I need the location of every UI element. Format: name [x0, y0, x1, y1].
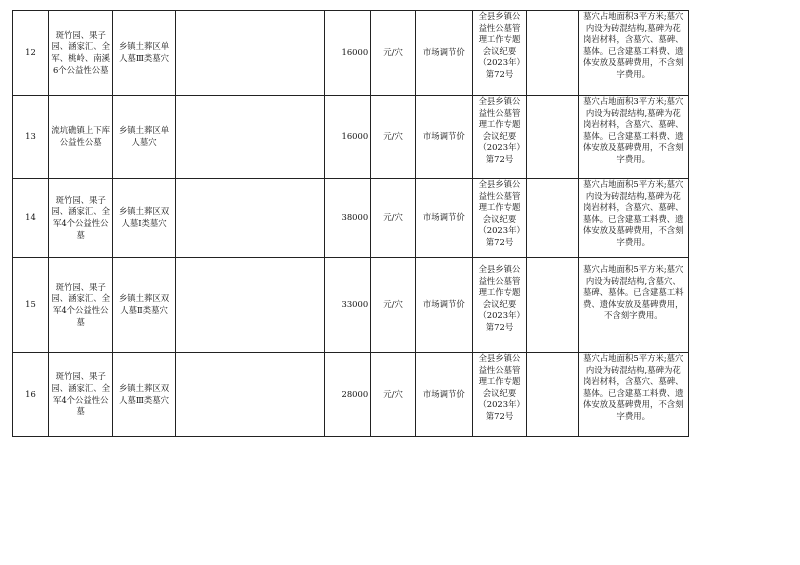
plot-type: 乡镇土葬区双人墓Ⅰ类墓穴 [113, 179, 175, 258]
price-unit: 元/穴 [371, 179, 416, 258]
pricing-mode: 市场调节价 [415, 96, 472, 179]
notes-cell [578, 179, 688, 258]
price: 38000 [325, 179, 371, 258]
pricing-basis-cell [472, 179, 527, 258]
notes-cell [578, 11, 688, 96]
table-row [13, 11, 689, 96]
table-row [13, 96, 689, 179]
fee-table [12, 10, 689, 437]
price-unit: 元/穴 [371, 258, 416, 353]
notes: 墓穴占地面积5平方米;墓穴内设为砖混结构,含墓穴、墓碑、墓体。已含建墓工料费、遗体安放及墓碑费用，不含刻字费用。 [583, 264, 684, 321]
plot-type: 乡镇土葬区双人墓Ⅱ类墓穴 [113, 258, 175, 353]
cemetery-location: 斑竹园、果子园、涵家汇、全军4个公益性公墓 [49, 179, 113, 258]
plot-type: 乡镇土葬区单人墓Ⅲ类墓穴 [113, 11, 175, 96]
empty-cell [175, 353, 325, 437]
price: 28000 [325, 353, 371, 437]
empty-cell [527, 11, 578, 96]
empty-cell [175, 258, 325, 353]
notes: 墓穴占地面积5平方米;墓穴内设为砖混结构,墓碑为花岗岩材料，含墓穴、墓碑、墓体。已含建墓工料费、遗体安放及墓碑费用，不含刻字费用。 [583, 179, 684, 247]
pricing-mode: 市场调节价 [415, 353, 472, 437]
price: 33000 [325, 258, 371, 353]
pricing-basis: 全县乡镇公益性公墓管理工作专题会议纪要（2023年）第72号 [478, 264, 521, 332]
row-number: 14 [13, 179, 49, 258]
notes-cell [578, 258, 688, 353]
price: 16000 [325, 96, 371, 179]
cemetery-location: 斑竹园、果子园、涵家汇、全军、桃岭、南溪6个公益性公墓 [49, 11, 113, 96]
pricing-basis: 全县乡镇公益性公墓管理工作专题会议纪要（2023年）第72号 [478, 353, 521, 421]
row-number: 12 [13, 11, 49, 96]
empty-cell [527, 96, 578, 179]
empty-cell [175, 11, 325, 96]
empty-cell [527, 353, 578, 437]
pricing-basis: 全县乡镇公益性公墓管理工作专题会议纪要（2023年）第72号 [478, 96, 521, 164]
row-number: 15 [13, 258, 49, 353]
empty-cell [175, 96, 325, 179]
table-row [13, 179, 689, 258]
cemetery-location: 斑竹园、果子园、涵家汇、全军4个公益性公墓 [49, 258, 113, 353]
empty-cell [175, 179, 325, 258]
notes: 墓穴占地面积3平方米;墓穴内设为砖混结构,墓碑为花岗岩材料，含墓穴、墓碑、墓体。已含建墓工料费、遗体安放及墓碑费用，不含刻字费用。 [583, 11, 684, 79]
table-row [13, 258, 689, 353]
cemetery-location: 流坑礁镇上下库公益性公墓 [49, 96, 113, 179]
empty-cell [527, 179, 578, 258]
price-unit: 元/穴 [371, 11, 416, 96]
row-number: 13 [13, 96, 49, 179]
plot-type: 乡镇土葬区双人墓Ⅲ类墓穴 [113, 353, 175, 437]
table-row [13, 353, 689, 437]
pricing-basis: 全县乡镇公益性公墓管理工作专题会议纪要（2023年）第72号 [478, 11, 521, 79]
notes: 墓穴占地面积3平方米;墓穴内设为砖混结构,墓碑为花岗岩材料，含墓穴、墓碑、墓体。已含建墓工料费、遗体安放及墓碑费用，不含刻字费用。 [583, 96, 684, 164]
pricing-basis-cell [472, 353, 527, 437]
pricing-basis-cell [472, 11, 527, 96]
pricing-mode: 市场调节价 [415, 11, 472, 96]
notes-cell [578, 353, 688, 437]
row-number: 16 [13, 353, 49, 437]
pricing-basis-cell [472, 96, 527, 179]
notes: 墓穴占地面积5平方米;墓穴内设为砖混结构,墓碑为花岗岩材料，含墓穴、墓碑、墓体。已含建墓工料费、遗体安放及墓碑费用，不含刻字费用。 [583, 353, 684, 421]
pricing-basis: 全县乡镇公益性公墓管理工作专题会议纪要（2023年）第72号 [478, 179, 521, 247]
pricing-mode: 市场调节价 [415, 258, 472, 353]
cemetery-location: 斑竹园、果子园、涵家汇、全军4个公益性公墓 [49, 353, 113, 437]
notes-cell [578, 96, 688, 179]
price-unit: 元/穴 [371, 96, 416, 179]
plot-type: 乡镇土葬区单人墓穴 [113, 96, 175, 179]
price-unit: 元/穴 [371, 353, 416, 437]
empty-cell [527, 258, 578, 353]
pricing-mode: 市场调节价 [415, 179, 472, 258]
pricing-basis-cell [472, 258, 527, 353]
price: 16000 [325, 11, 371, 96]
